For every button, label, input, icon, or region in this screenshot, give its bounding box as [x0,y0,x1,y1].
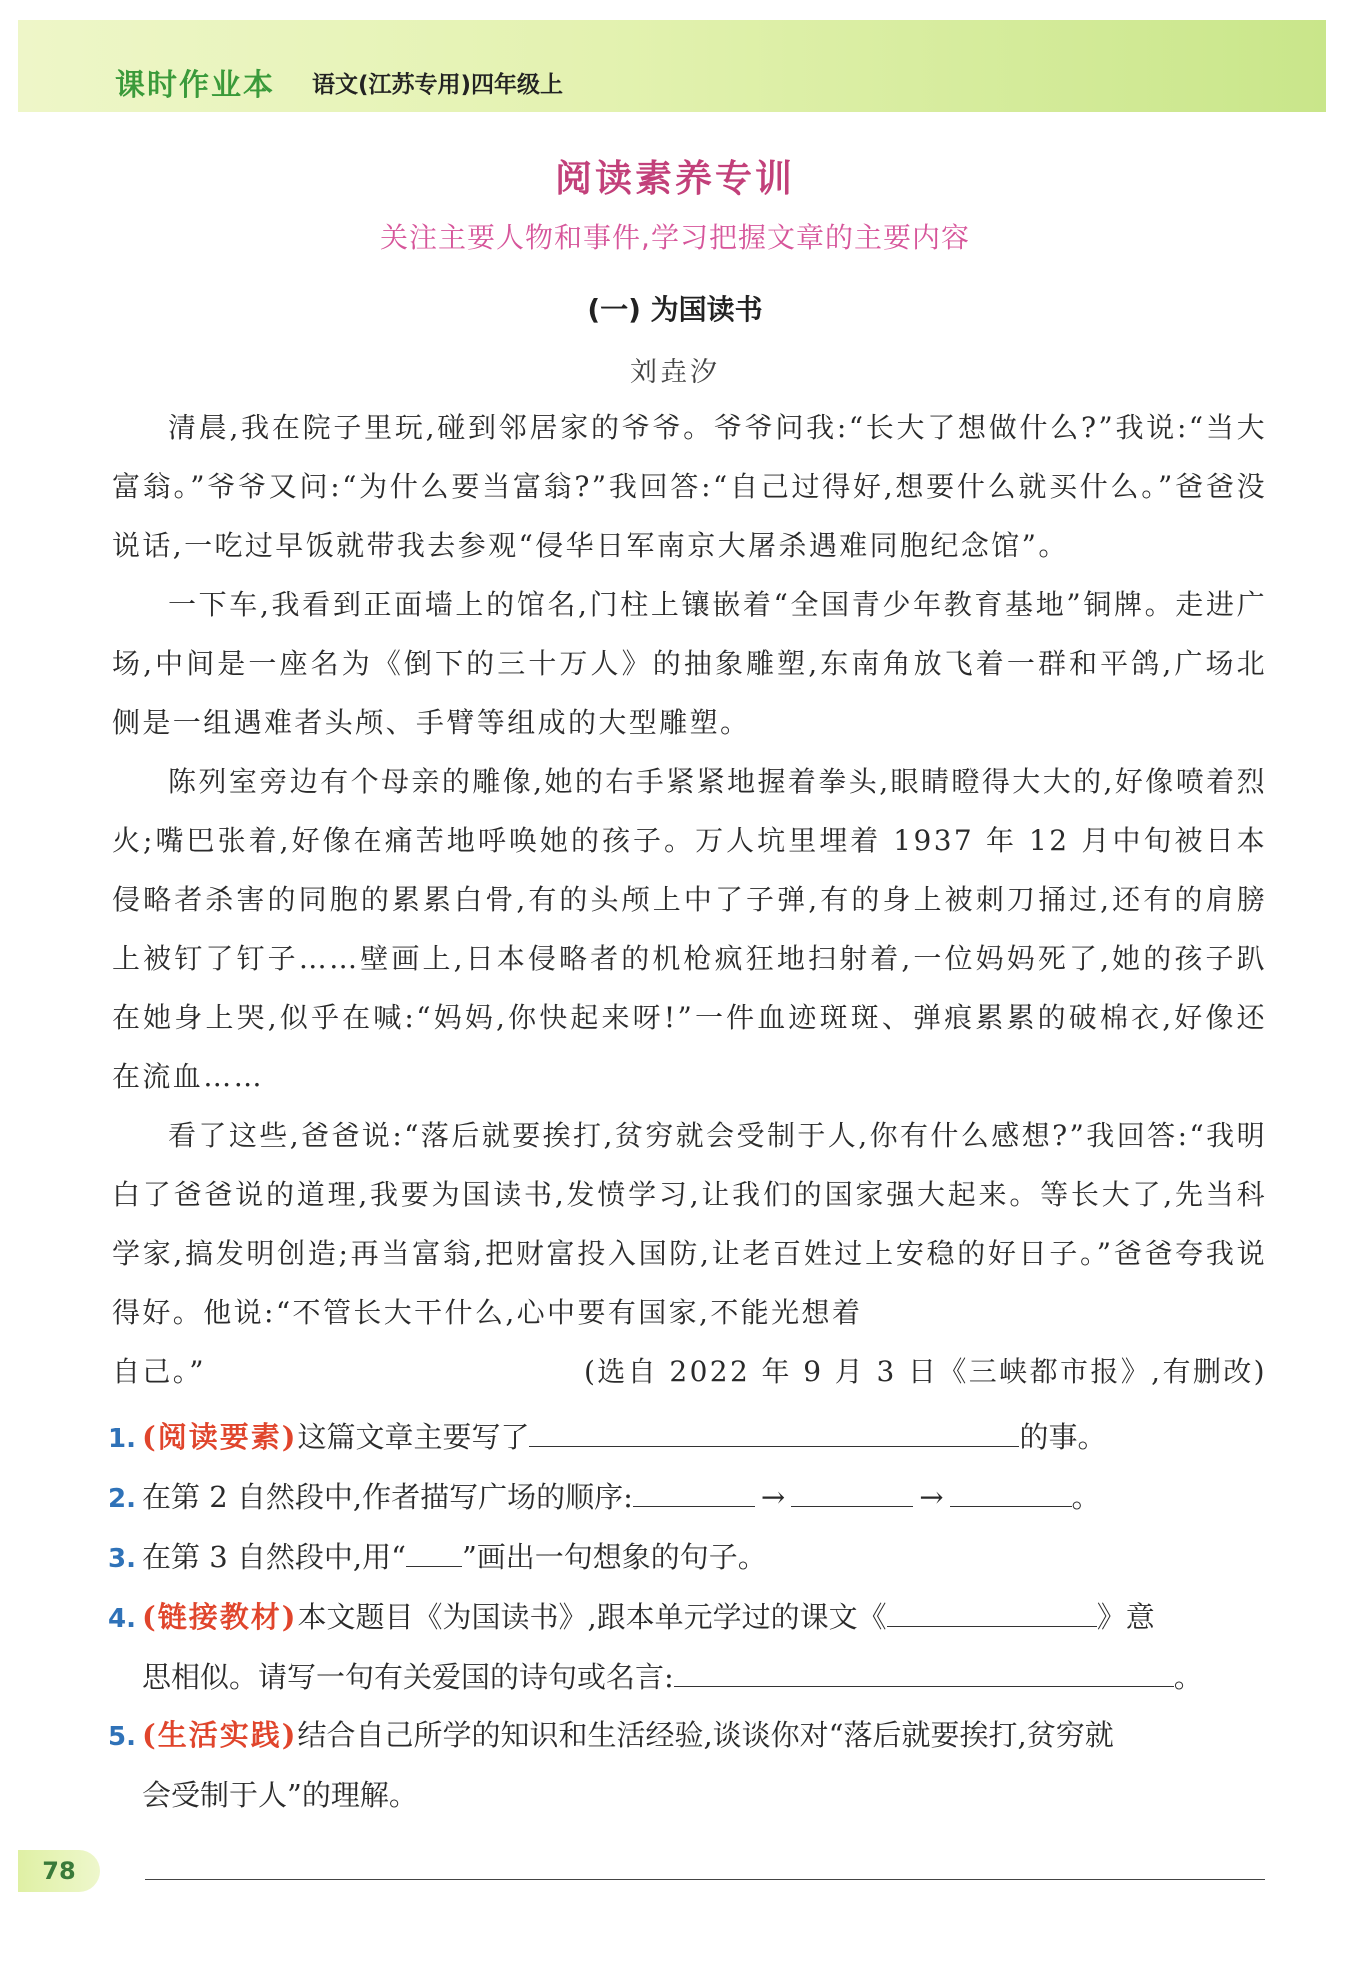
paragraph-2: 一下车,我看到正面墙上的馆名,门柱上镶嵌着“全国青少年教育基地”铜牌。走进广场,中间是一座名为《倒下的三十万人》的抽象雕塑,东南角放飞着一群和平鸽,广场北侧是一组遇难者头颅、手臂等组成的大型雕塑。 [112,588,1267,739]
brand-title: 课时作业本 [115,68,275,103]
question-4 [108,1588,1268,1648]
arrow-icon: → [919,1480,944,1514]
question-end: 的事。 [1019,1420,1107,1454]
answer-blank[interactable] [529,1416,1019,1447]
answer-line[interactable] [145,1879,1265,1880]
source-citation: (选自 2022 年 9 月 3 日《三峡都市报》,有删改) [583,1355,1267,1388]
question-text: 本文题目《为国读书》,跟本单元学过的课文《 [297,1600,887,1634]
question-tag: (阅读要素) [142,1420,298,1454]
question-4-line-2 [108,1648,1268,1706]
question-2 [108,1468,1268,1528]
subject-label: 语文(江苏专用)四年级上 [312,72,564,98]
article-body [112,398,1267,1401]
article-title: (一) 为国读书 [587,293,763,326]
answer-blank[interactable] [674,1656,1174,1687]
paragraph-3: 陈列室旁边有个母亲的雕像,她的右手紧紧地握着拳头,眼睛瞪得大大的,好像喷着烈火;嘴巴张着,好像在痛苦地呼唤她的孩子。万人坑里埋着 1937 年 12 月中旬被日本侵略者杀害的同胞的累累白骨,有的头颅上中了子弹,有的身上被刺刀捅过,还有的肩膀上被钉了钉子……壁画上,日本侵略者的机枪疯狂地扫射着,一位妈妈死了,她的孩子趴在她身上哭,似乎在喊:“妈妈,你快起来呀!”一件血迹斑斑、弹痕累累的破棉衣,好像还在流血…… [112,765,1267,1093]
question-list [108,1408,1268,1824]
question-number: 2. [108,1484,136,1514]
question-5-line-2 [108,1766,1268,1824]
closing-line [112,1342,1267,1401]
question-end: ”画出一句想象的句子。 [461,1540,767,1574]
article-author: 刘垚汐 [630,357,720,388]
question-number: 5. [108,1722,136,1752]
question-5 [108,1706,1268,1766]
question-text: 思相似。请写一句有关爱国的诗句或名言: [142,1660,674,1694]
question-text: 在第 3 自然段中,用“ [142,1540,406,1574]
question-tag: (生活实践) [142,1718,298,1752]
question-3 [108,1528,1268,1588]
question-end: 。 [1071,1480,1101,1514]
question-mid: 》意 [1096,1600,1155,1634]
paragraph-4-end: 自己。” [112,1355,206,1388]
question-1 [108,1408,1268,1468]
paragraph-4: 看了这些,爸爸说:“落后就要挨打,贫穷就会受制于人,你有什么感想?”我回答:“我明白了爸爸说的道理,我要为国读书,发愤学习,让我们的国家强大起来。等长大了,先当科学家,搞发明创造;再当富翁,把财富投入国防,让老百姓过上安稳的好日子。”爸爸夸我说得好。他说:“不管长大干什么,心中要有国家,不能光想着 [112,1119,1267,1329]
question-number: 1. [108,1424,136,1454]
question-text: 这篇文章主要写了 [297,1420,530,1454]
answer-blank[interactable] [633,1476,755,1507]
question-text: 结合自己所学的知识和生活经验,谈谈你对“落后就要挨打,贫穷就 [297,1718,1114,1752]
question-number: 3. [108,1544,136,1574]
page-subtitle: 关注主要人物和事件,学习把握文章的主要内容 [380,221,970,254]
paragraph-1: 清晨,我在院子里玩,碰到邻居家的爷爷。爷爷问我:“长大了想做什么?”我说:“当大富翁。”爷爷又问:“为什么要当富翁?”我回答:“自己过得好,想要什么就买什么。”爸爸没说话,一吃过早饭就带我去参观“侵华日军南京大屠杀遇难同胞纪念馆”。 [112,411,1267,562]
page-title: 阅读素养专训 [555,157,795,200]
question-text: 会受制于人”的理解。 [142,1778,418,1812]
answer-blank[interactable] [950,1476,1072,1507]
answer-blank[interactable] [887,1596,1097,1627]
page-number: 78 [18,1850,100,1892]
question-tag: (链接教材) [142,1600,298,1634]
underline-sample [406,1536,462,1567]
question-text: 在第 2 自然段中,作者描写广场的顺序: [142,1480,633,1514]
answer-blank[interactable] [791,1476,913,1507]
question-end: 。 [1173,1660,1203,1694]
question-number: 4. [108,1604,136,1634]
arrow-icon: → [760,1480,786,1514]
